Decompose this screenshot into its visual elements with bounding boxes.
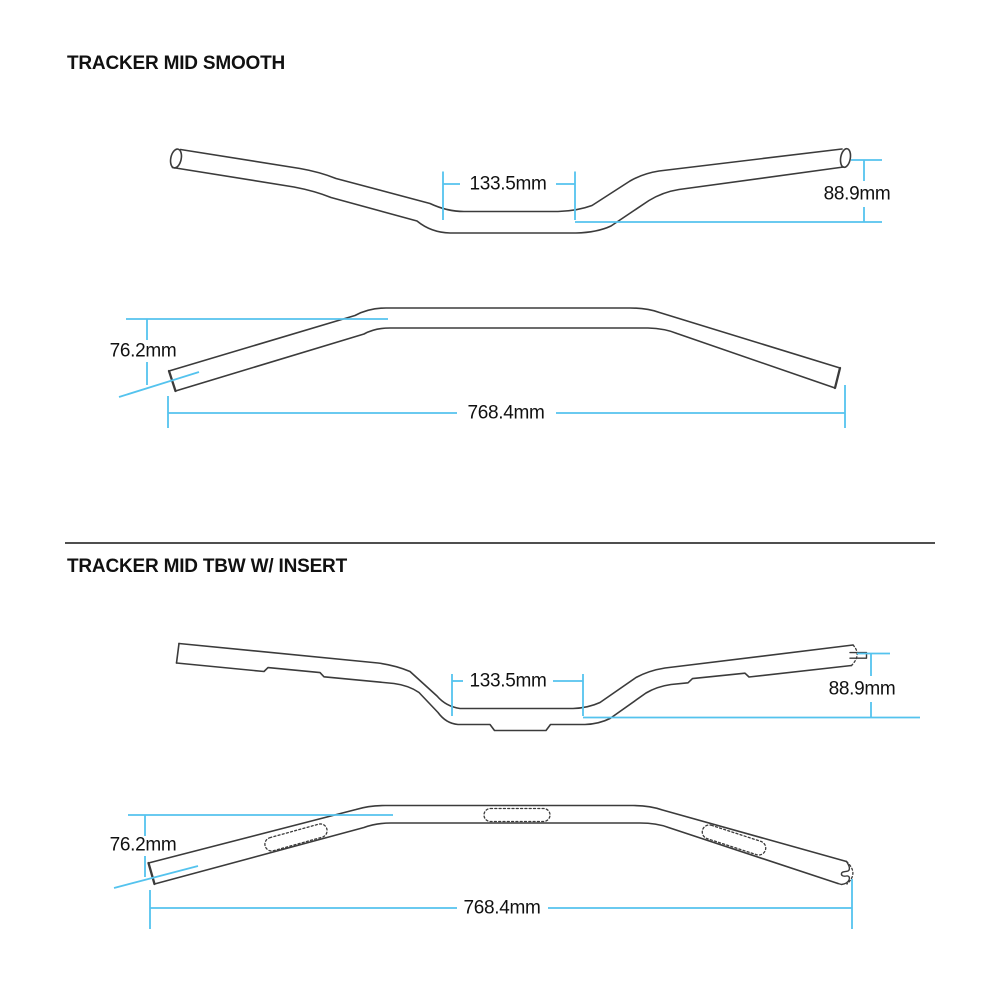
smooth-pullback-label: 76.2mm bbox=[109, 340, 177, 362]
tbw-overall-width-label: 768.4mm bbox=[463, 897, 541, 919]
insert-slot-center bbox=[484, 809, 550, 822]
right-end-keyhole-notch bbox=[838, 862, 849, 885]
tbw-top-view-drawing bbox=[149, 806, 853, 885]
tbw-pullback-label: 76.2mm bbox=[109, 834, 177, 856]
smooth-top-view-drawing bbox=[169, 308, 840, 391]
handlebar-bottom-edge bbox=[155, 823, 839, 884]
smooth-rise-label: 88.9mm bbox=[823, 183, 891, 205]
grip-centerline bbox=[119, 372, 199, 397]
section-title-tbw: TRACKER MID TBW W/ INSERT bbox=[67, 556, 347, 577]
tbw-rise-label: 88.9mm bbox=[828, 678, 896, 700]
insert-slot-left bbox=[263, 822, 328, 852]
smooth-center-width-label: 133.5mm bbox=[469, 173, 547, 195]
section-divider bbox=[65, 542, 935, 544]
handlebar-bottom-edge bbox=[176, 328, 836, 391]
handlebar-top-edge bbox=[169, 308, 840, 371]
section-title-smooth: TRACKER MID SMOOTH bbox=[67, 53, 286, 74]
right-end-cap-dotted bbox=[852, 645, 858, 666]
tbw-center-width-label: 133.5mm bbox=[469, 670, 547, 692]
right-tube-end bbox=[839, 148, 852, 168]
left-end-face bbox=[177, 644, 180, 664]
grip-centerline bbox=[114, 866, 198, 888]
left-tube-end bbox=[169, 148, 183, 169]
left-end-face bbox=[149, 863, 155, 884]
smooth-overall-width-label: 768.4mm bbox=[467, 402, 545, 424]
right-end-face bbox=[835, 368, 840, 388]
insert-slot-right bbox=[700, 823, 767, 857]
